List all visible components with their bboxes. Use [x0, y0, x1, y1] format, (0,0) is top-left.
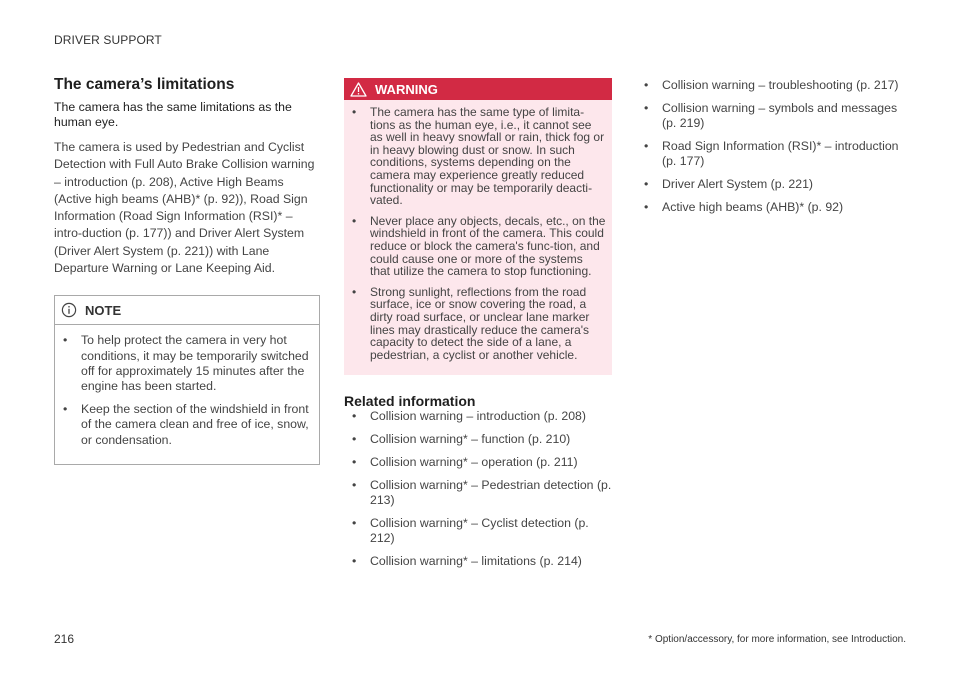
warning-item-text: Never place any objects, decals, etc., on the windshield in front of the camera. This could reduce or block the camera's func-tion, and could cause one or more of the systems that utilize the camera to stop functioning.: [370, 213, 606, 279]
warning-item: [344, 106, 606, 207]
bullet: •: [352, 105, 357, 119]
related-link-text[interactable]: Collision warning – symbols and messages (p. 219): [662, 101, 898, 130]
related-list-continued: [636, 78, 912, 215]
note-item: [55, 402, 311, 448]
warning-item-text: The camera has the same type of limita-tions as the human eye, i.e., it cannot see as well in heavy snowfall or rain, thick fog or in heavy blowing dust or snow. In such conditions, systems depending on the camera may experience greatly reduced functionality or may be temporarily deacti-vated.: [370, 105, 605, 208]
related-link[interactable]: [344, 432, 612, 447]
related-link-text[interactable]: Collision warning – introduction (p. 208): [370, 409, 586, 424]
related-link[interactable]: [636, 177, 912, 192]
bullet: •: [352, 455, 357, 470]
related-link[interactable]: [344, 478, 612, 508]
note-item-text: Keep the section of the windshield in front of the camera clean and free of ice, snow, or condensation.: [81, 402, 309, 447]
warning-header: [344, 78, 612, 100]
related-heading: Related information: [344, 393, 476, 410]
related-link-text[interactable]: Collision warning* – limitations (p. 214): [370, 554, 582, 569]
related-link[interactable]: [636, 200, 912, 215]
section-body: The camera is used by Pedestrian and Cyclist Detection with Full Auto Brake Collision warning – introduction (p. 208), Active High Beams (Active high beams (AHB)* (p. 92)), Road Sign Information (Road Sign Information (RSI)* – intro-duction (p. 177)) and Driver Alert System (Driver Alert System (p. 221)) with Lane Departure Warning or Lane Keeping Aid.: [54, 140, 315, 276]
related-link-text[interactable]: Road Sign Information (RSI)* – introduction (p. 177): [662, 139, 899, 168]
bullet: •: [352, 284, 357, 299]
warning-item: [344, 215, 606, 278]
related-link-text[interactable]: Driver Alert System (p. 221): [662, 177, 814, 191]
section-title: The camera’s limitations: [54, 76, 235, 93]
bullet: •: [63, 402, 68, 417]
bullet: •: [644, 78, 649, 92]
related-link[interactable]: [344, 516, 612, 546]
warning-item-text: Strong sunlight, reflections from the road surface, ice or snow covering the road, a dirty road surface, or unclear lane marker lines may drastically reduce the camera's capacity to detect the side of a lane, a pedestrian, a cyclist or another vehicle.: [370, 284, 590, 362]
related-link-text[interactable]: Collision warning – troubleshooting (p. 217): [662, 78, 899, 92]
bullet: •: [352, 478, 357, 493]
related-link[interactable]: [636, 78, 912, 93]
chapter-header: DRIVER SUPPORT: [54, 33, 162, 47]
warning-triangle-icon: [350, 82, 367, 97]
note-box: [54, 295, 320, 464]
middle-column: [344, 78, 612, 577]
note-item: [55, 333, 311, 394]
warning-label: WARNING: [375, 81, 438, 97]
bullet: •: [352, 213, 357, 228]
note-label: NOTE: [85, 302, 122, 318]
footnote: * Option/accessory, for more information, see Introduction.: [648, 634, 906, 645]
note-header: [55, 296, 319, 325]
right-column: [636, 78, 912, 223]
related-link-text[interactable]: Collision warning* – operation (p. 211): [370, 455, 578, 470]
bullet: •: [352, 432, 357, 447]
bullet: •: [644, 101, 649, 115]
note-item-text: To help protect the camera in very hot conditions, it may be temporarily switched off for approximately 15 minutes after the engine has been started.: [81, 333, 309, 393]
bullet: •: [644, 139, 649, 153]
note-list: [55, 333, 319, 447]
warning-list: [344, 106, 612, 361]
related-link-text[interactable]: Collision warning* – Pedestrian detection (p. 213): [370, 478, 612, 508]
bullet: •: [644, 200, 649, 214]
related-link[interactable]: [344, 554, 612, 569]
related-link[interactable]: [636, 139, 912, 169]
section-lead: The camera has the same limitations as the human eye.: [54, 100, 292, 129]
related-link[interactable]: [344, 455, 612, 470]
related-link-text[interactable]: Collision warning* – function (p. 210): [370, 432, 571, 447]
related-link-text[interactable]: Collision warning* – Cyclist detection (p. 212): [370, 516, 589, 546]
bullet: •: [352, 554, 357, 569]
related-link[interactable]: [636, 101, 912, 131]
info-circle-icon: [61, 302, 77, 318]
related-link[interactable]: [344, 409, 612, 424]
warning-box: [344, 78, 612, 375]
related-list: [344, 409, 612, 569]
related-link-text[interactable]: Active high beams (AHB)* (p. 92): [662, 200, 844, 214]
bullet: •: [644, 177, 649, 191]
page-number: 216: [54, 632, 75, 646]
bullet: •: [352, 516, 357, 531]
bullet: •: [63, 333, 68, 348]
left-column: [54, 76, 320, 465]
warning-item: [344, 286, 606, 362]
bullet: •: [352, 409, 357, 424]
